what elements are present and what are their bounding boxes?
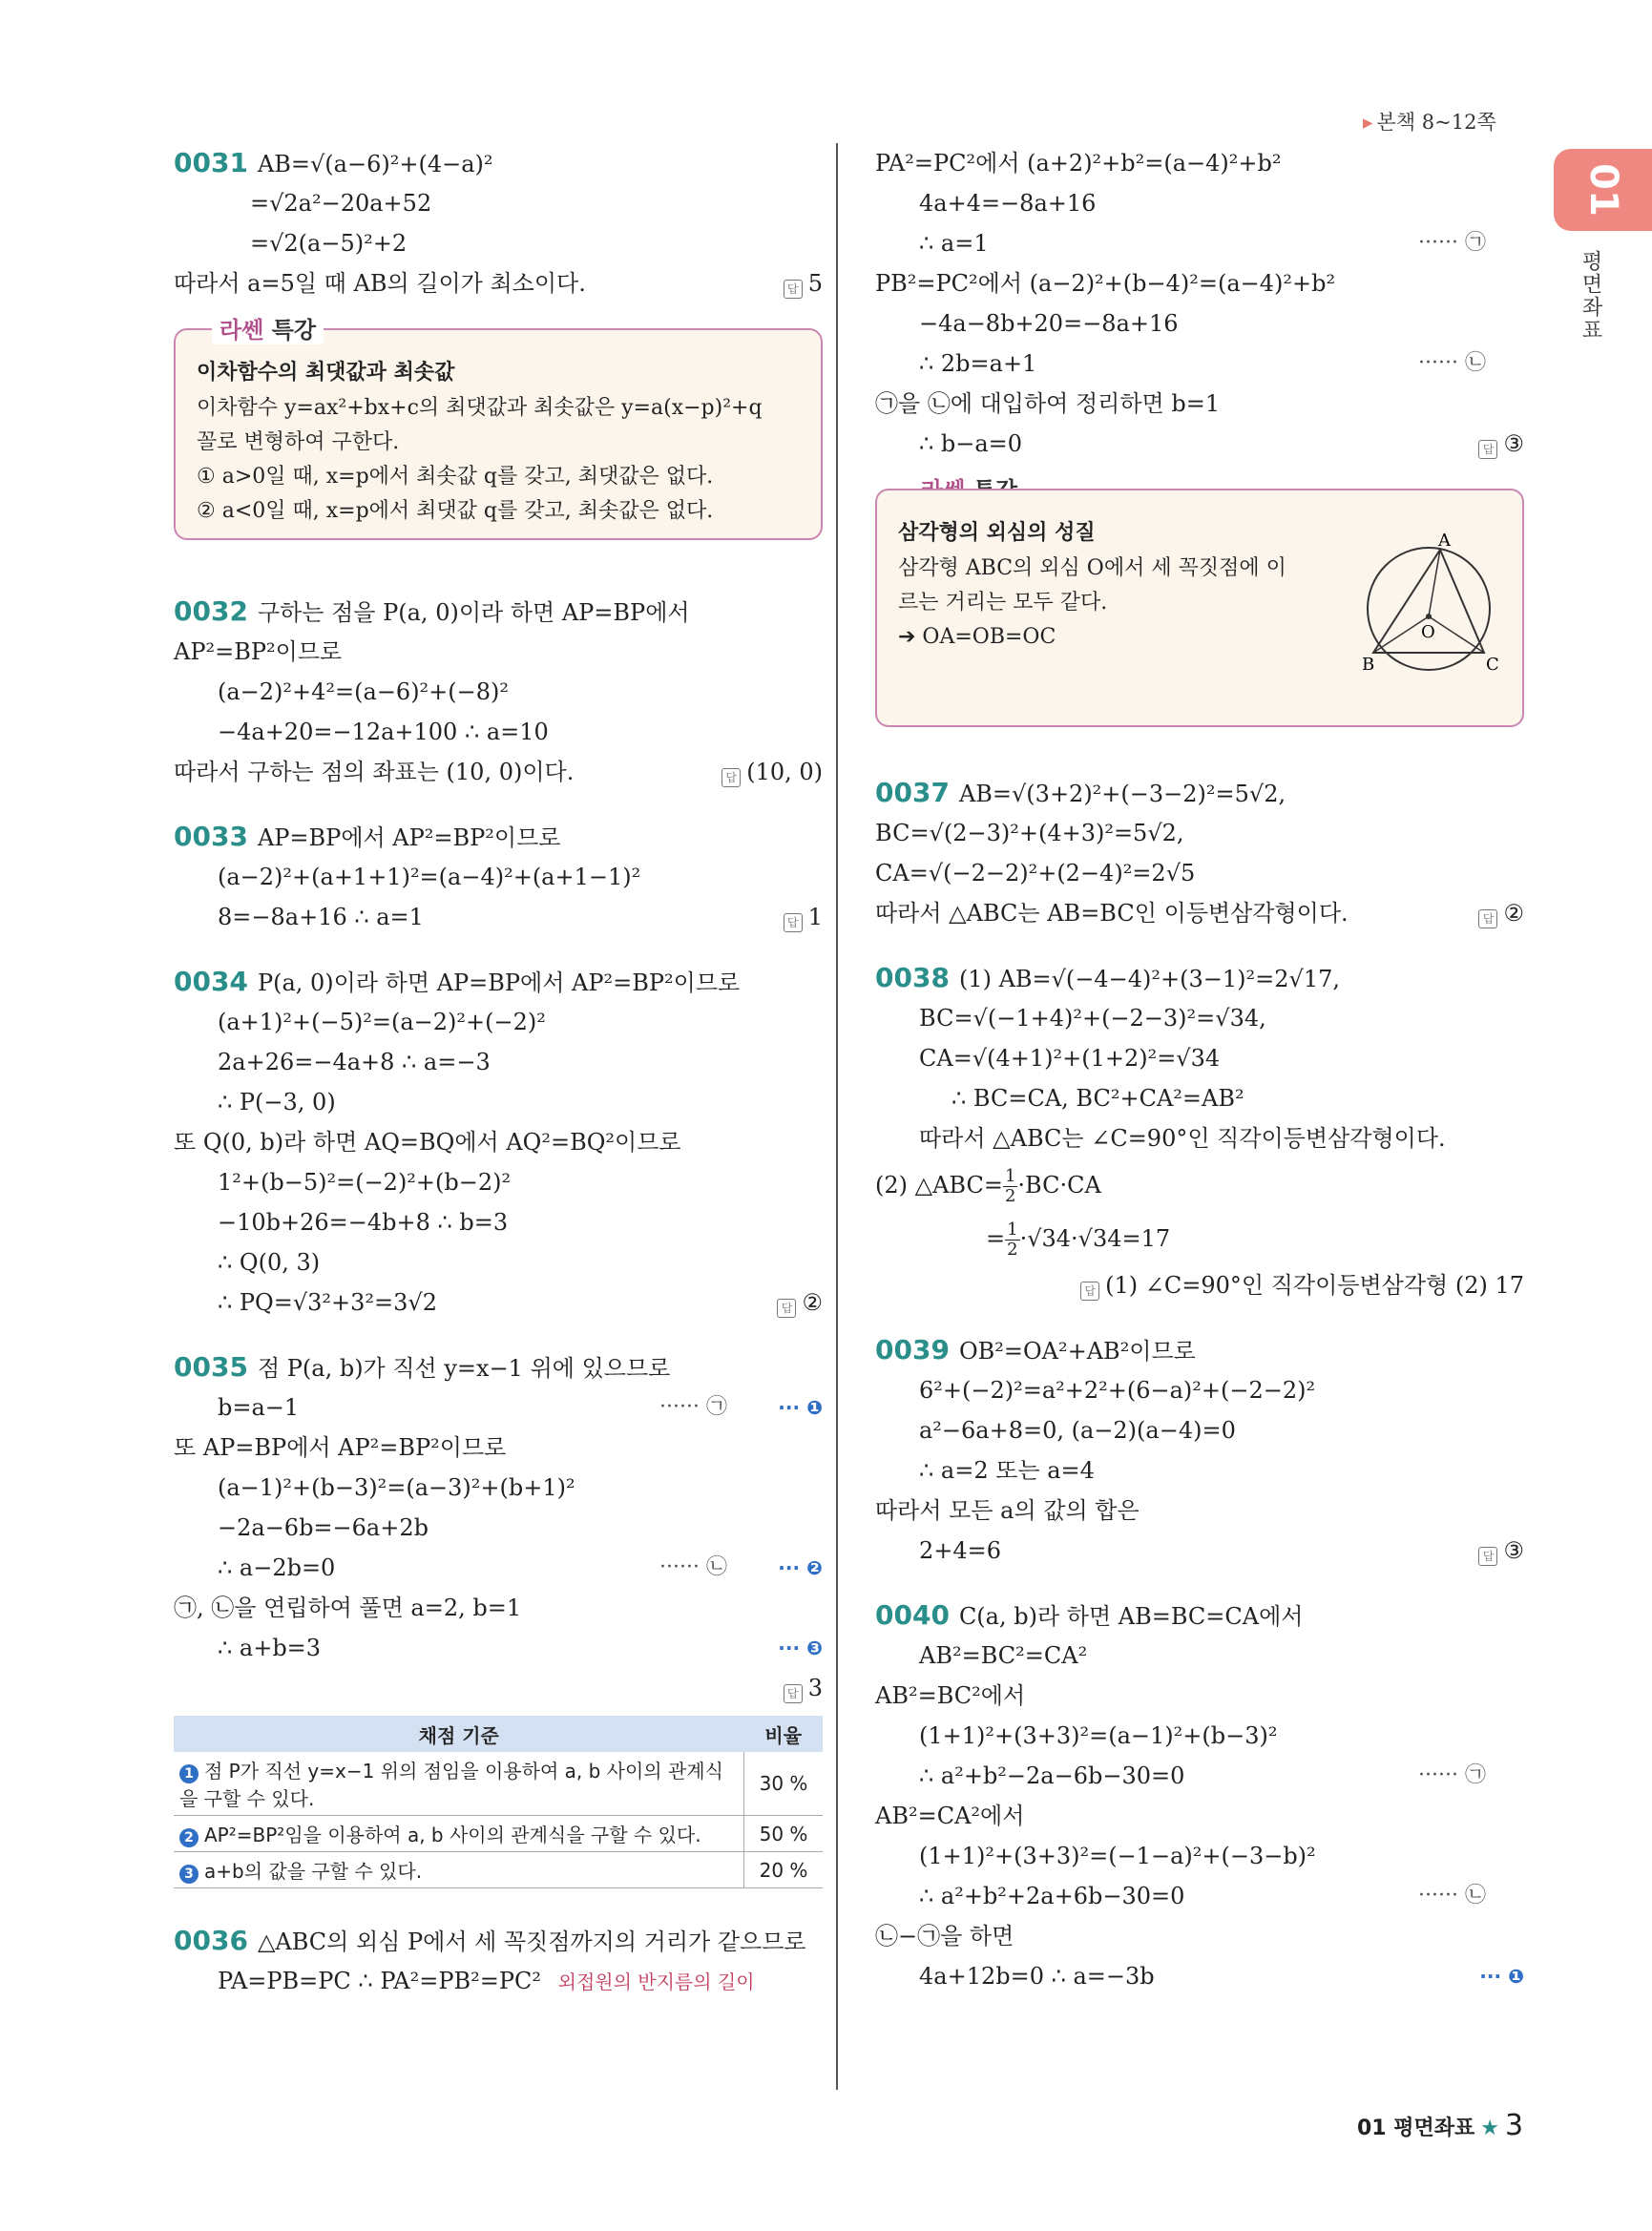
step-marker: ··· ❸ bbox=[778, 1637, 823, 1659]
page-footer: 01 평면좌표 ★ 3 bbox=[1357, 2109, 1524, 2142]
problem-0037: 0037 AB=√(3+2)²+(−3−2)²=5√2, BC=√(2−3)²+(4+3)²=5√2, CA=√(−2−2)²+(2−4)²=2√5 따라서 △ABC는 AB=BC인 이등변삼각형이다. 답 ② bbox=[875, 773, 1524, 933]
fraction: $\frac{1}{2}$ bbox=[1007, 1220, 1018, 1260]
tip-box-circumcenter: 삼각형의 외심의 성질 삼각형 ABC의 외심 O에서 세 꼭짓점에 이 르는 거리는 모두 같다. ➔ OA=OB=OC A B C O bbox=[875, 489, 1524, 727]
problem-0040: 0040 C(a, b)라 하면 AB=BC=CA에서 AB²=BC²=CA² AB²=BC²에서 (1+1)²+(3+3)²=(a−1)²+(b−3)² ∴ a²+b²−2a−6b−30=0 ······ ㉠ AB²=CA²에서 (1+1)²+(3+3)²=(−1−a)²+(−3−b)² ∴ a²+b²+2a+6b−30=0 ······ ㉡ ㉡−㉠을 하면 4a+12b=0 ∴ a=−3b ··· ❶ bbox=[875, 1595, 1524, 1996]
step-2-icon: 2 bbox=[179, 1828, 199, 1847]
answer: 답 (1) ∠C=90°인 직각이등변삼각형 (2) 17 bbox=[1080, 1265, 1524, 1305]
problem-0036: 0036 △ABC의 외심 P에서 세 꼭짓점까지의 거리가 같으므로 PA=PB=PC ∴ PA²=PB²=PC² 외접원의 반지름의 길이 bbox=[174, 1925, 806, 1994]
star-icon: ★ bbox=[1480, 2116, 1500, 2140]
answer: 답 ② bbox=[1478, 893, 1524, 933]
answer: 답 (10, 0) bbox=[721, 752, 823, 792]
problem-0035: 0035 점 P(a, b)가 직선 y=x−1 위에 있으므로 b=a−1 ······ ㉠ ··· ❶ 또 AP=BP에서 AP²=BP²이므로 (a−1)²+(b−3)²=(a−3)²+(b+1)² −2a−6b=−6a+2b ∴ a−2b=0 ······ ㉡ ··· ❷ ㉠, ㉡을 연립하여 풀면 a=2, b=1 ∴ a+b=3 ··· ❸ 답 3 채점 기준 비율 1 점 P가 직선 y=x−1 위의 점임을 이용하여 a, b 사이의 관계식을 구할 수 있다. 30 % 2 AP²=BP²임을 이용하여 a, b 사이의 관계식을 구할 수 있다. 50 % 3 a+b의 값을 구할 수 있다. 20 % bbox=[174, 1347, 823, 1888]
vertex-label-a: A bbox=[1438, 531, 1451, 551]
step-1-icon: 1 bbox=[179, 1764, 199, 1783]
chapter-tab: 01 bbox=[1554, 149, 1652, 231]
answer: 답 ③ bbox=[1478, 424, 1524, 464]
vertex-label-b: B bbox=[1362, 655, 1375, 674]
answer: 답 3 bbox=[784, 1668, 823, 1708]
right-column bbox=[875, 143, 1524, 2021]
fraction: $\frac{1}{2}$ bbox=[1004, 1166, 1016, 1206]
answer-icon: 답 bbox=[1478, 1547, 1497, 1566]
page-reference: ▸ 본책 8~12쪽 bbox=[1363, 111, 1496, 134]
answer-icon: 답 bbox=[784, 913, 803, 932]
tip-box-quadratic: 라쎈 특강 이차함수의 최댓값과 최솟값 이차함수 y=ax²+bx+c의 최댓값과 최솟값은 y=a(x−p)²+q 꼴로 변형하여 구한다. ① a>0일 때, x=p에서 최솟값 q를 갖고, 최댓값은 없다. ② a<0일 때, x=p에서 최댓값 q를 갖고, 최솟값은 없다. bbox=[174, 328, 823, 540]
vertex-label-c: C bbox=[1486, 655, 1499, 674]
problem-0031: 0031 AB=√(a−6)²+(4−a)² =√2a²−20a+52 =√2(a−5)²+2 따라서 a=5일 때 AB의 길이가 최소이다. 답 5 bbox=[174, 143, 823, 303]
table-row: 1 점 P가 직선 y=x−1 위의 점임을 이용하여 a, b 사이의 관계식을 구할 수 있다. 30 % bbox=[174, 1752, 823, 1816]
tip-tag: 라쎈 특강 bbox=[212, 311, 324, 344]
problem-0032: 0032 구하는 점을 P(a, 0)이라 하면 AP=BP에서 AP²=BP²이므로 (a−2)²+4²=(a−6)²+(−8)² −4a+20=−12a+100 ∴ a=10 따라서 구하는 점의 좌표는 (10, 0)이다. 답 (10, 0) bbox=[174, 592, 823, 792]
page-number: 3 bbox=[1505, 2109, 1524, 2142]
problem-0036-continued: PA²=PC²에서 (a+2)²+b²=(a−4)²+b² 4a+4=−8a+16 ∴ a=1 ······ ㉠ PB²=PC²에서 (a−2)²+(b−4)²=(a−4)²+b² −4a−8b+20=−8a+16 ∴ 2b=a+1 ······ ㉡ ㉠을 ㉡에 대입하여 정리하면 b=1 ∴ b−a=0 답 ③ bbox=[875, 143, 1524, 464]
column-divider bbox=[836, 143, 838, 2090]
step-3-icon: 3 bbox=[179, 1865, 199, 1884]
tip-title: 이차함수의 최댓값과 최솟값 bbox=[197, 361, 455, 385]
answer-icon: 답 bbox=[1478, 909, 1497, 928]
answer: 답 ③ bbox=[1478, 1531, 1524, 1571]
left-column bbox=[174, 143, 823, 2026]
table-row: 3 a+b의 값을 구할 수 있다. 20 % bbox=[174, 1852, 823, 1888]
answer-icon: 답 bbox=[1478, 440, 1497, 459]
answer-icon: 답 bbox=[784, 280, 803, 299]
problem-0034: 0034 P(a, 0)이라 하면 AP=BP에서 AP²=BP²이므로 (a+1)²+(−5)²=(a−2)²+(−2)² 2a+26=−4a+8 ∴ a=−3 ∴ P(−3, 0) 또 Q(0, b)라 하면 AQ=BQ에서 AQ²=BQ²이므로 1²+(b−5)²=(−2)²+(b−2)² −10b+26=−4b+8 ∴ b=3 ∴ Q(0, 3) ∴ PQ=√3²+3²=3√2 답 ② bbox=[174, 962, 823, 1323]
answer: 답 5 bbox=[784, 263, 823, 303]
circumcircle-figure bbox=[1362, 531, 1505, 674]
answer-icon: 답 bbox=[784, 1684, 803, 1703]
triangle-icon: ▸ bbox=[1363, 111, 1373, 134]
problem-0039: 0039 OB²=OA²+AB²이므로 6²+(−2)²=a²+2²+(6−a)²+(−2−2)² a²−6a+8=0, (a−2)(a−4)=0 ∴ a=2 또는 a=4 따라서 모든 a의 값의 합은 2+4=6 답 ③ bbox=[875, 1330, 1524, 1571]
chapter-label: 평면좌표 bbox=[1579, 250, 1602, 342]
problem-0038: 0038 (1) AB=√(−4−4)²+(3−1)²=2√17, BC=√(−1+4)²+(−2−3)²=√34, CA=√(4+1)²+(1+2)²=√34 ∴ BC=CA, BC²+CA²=AB² 따라서 △ABC는 ∠C=90°인 직각이등변삼각형이다. (2) △ABC= $\frac{1}{2}$ ·BC·CA = $\frac{1}{2}$ ·√34·√34=17 답 (1) ∠C=90°인 직각이등변삼각형 (2) 17 bbox=[875, 958, 1524, 1305]
answer-icon: 답 bbox=[1080, 1282, 1099, 1301]
step-marker: ··· ❶ bbox=[778, 1396, 823, 1419]
problem-0033: 0033 AP=BP에서 AP²=BP²이므로 (a−2)²+(a+1+1)²=(a−4)²+(a+1−1)² 8=−8a+16 ∴ a=1 답 1 bbox=[174, 817, 823, 937]
center-label-o: O bbox=[1421, 622, 1435, 642]
step-marker: ··· ❶ bbox=[1479, 1965, 1524, 1988]
answer-icon: 답 bbox=[777, 1299, 796, 1318]
table-row: 2 AP²=BP²임을 이용하여 a, b 사이의 관계식을 구할 수 있다. 50 % bbox=[174, 1816, 823, 1852]
step-marker: ··· ❷ bbox=[778, 1556, 823, 1579]
answer: 답 ② bbox=[777, 1282, 823, 1323]
answer: 답 1 bbox=[784, 897, 823, 937]
tip-title: 삼각형의 외심의 성질 bbox=[898, 521, 1096, 545]
annotation-note: 외접원의 반지름의 길이 bbox=[557, 1970, 755, 1993]
grading-table: 채점 기준 비율 1 점 P가 직선 y=x−1 위의 점임을 이용하여 a, b 사이의 관계식을 구할 수 있다. 30 % 2 AP²=BP²임을 이용하여 a, b 사이의 관계식을 구할 수 있다. 50 % 3 a+b의 값을 구할 수 있다. 20 % bbox=[174, 1716, 823, 1888]
answer-icon: 답 bbox=[721, 768, 741, 787]
